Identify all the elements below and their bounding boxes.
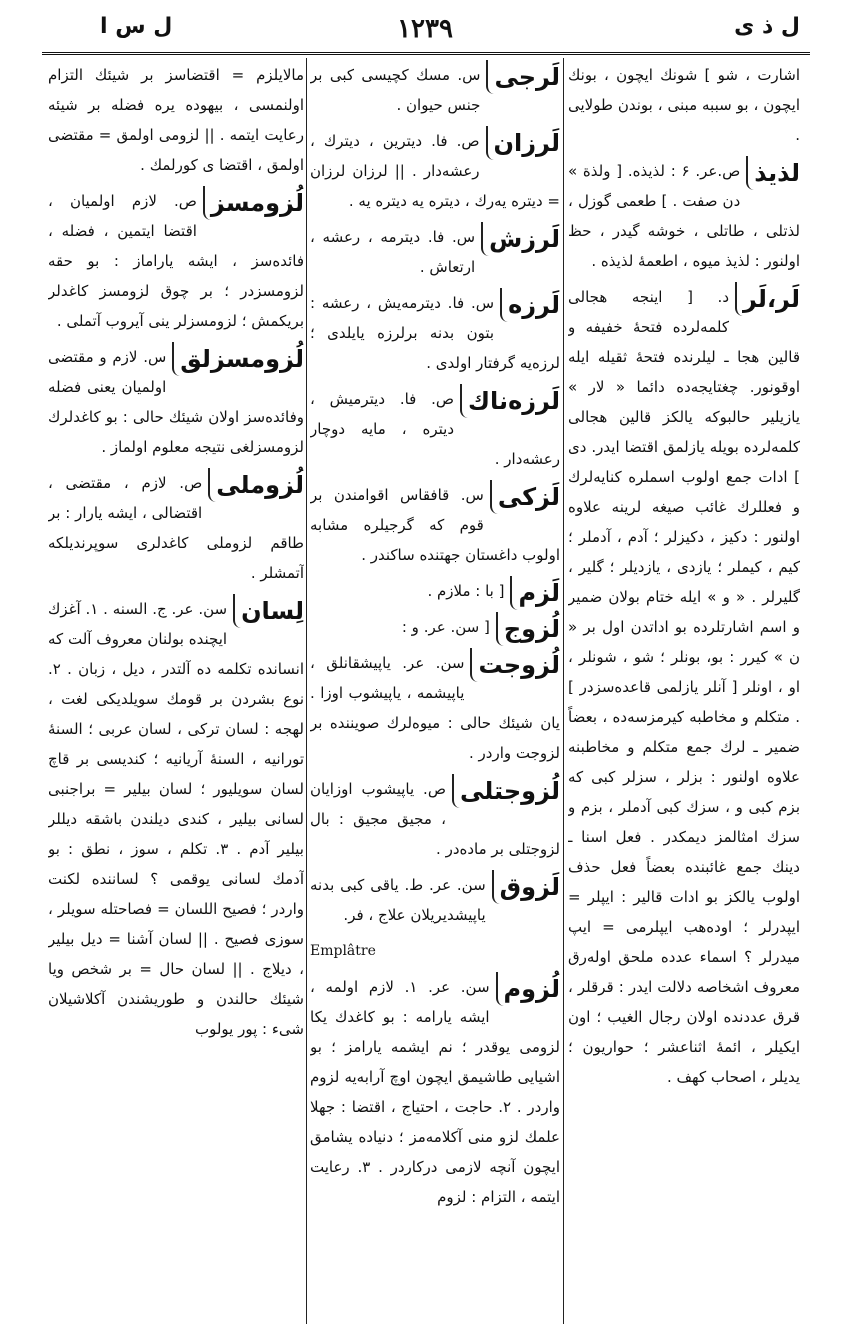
dictionary-entry [48, 186, 304, 336]
entry-headword: لُزومسزلق [172, 342, 304, 376]
entry-headword: لَر،لَر [735, 282, 800, 316]
entry-headword: لُزوجت [470, 648, 560, 682]
entry-definition: د. [ اینجه هجالی کلمه‌لرده فتحهٔ خفیفه و قالین هجا ـ لیلرنده فتحهٔ ثقیله ایله اوقونور. چغتایجه‌ده دائما « لار » یازیلیر حالبوکه یالکز قالین هجالی کلمه‌لرده بویله یازلمق اقتضا ایدر. دی ] ادات جمع اولوب اسملره کنایه‌لرك و فعللرك غائب صیغه‌ لرینه علاوه اولنور : دکیز ، دکیزلر ؛ آدم ، آدملر ؛ کیم ، کیملر ؛ یازدی ، یازدیلر ؛ گلیر ، گلیرلر . « و » ایله ختام بولان ضمیر و اسم اشارتلرده بو اداتدن اول بر « ن » کیرر : بو، بونلر ؛ شو ، شونلر ، او ، اونلر [ آنلر یازلمی قاعده‌سزدر ] . متکلم و مخاطبه کیرمزسه‌ده ، بعضاً ضمیر ـ لرك جمع متکلم و مخاطبنه علاوه اولنور : بزلر ، سزلر کبی که بزم کبی و ، سزك کبی آدملر ، بزم و سزك امثالمز دیمکدر . فعل اسنا ـ دینك جمع غائبنده بعضاً فعل حذف اولوب یالکز بو ادات قالیر : ایپلر = ایپدرلر ؛ اوده‌هب ایپلرمی = ایپ میدرلر ؟ اسماء عدده ملحق اوله‌رق معروف اشخاصه دلالت ایدر : قرقلر ، قرق عددنده اولان رجال الغیب ؛ اون ایکیلر ، ائمهٔ اثناعشر ؛ حواریون ؛ یدیلر ، اصحاب کهف . [568, 288, 800, 1086]
dictionary-entry [568, 60, 800, 150]
entry-headword: لَرزان [486, 126, 560, 160]
entry-definition: [ با : ملازم . [427, 582, 505, 600]
entry-definition: ص. لازم ، مقتضی ، اقتضالی ، ایشه‌ یارار : بر طاقم لزوملی کاغدلری سوپرندیلکه آتمشلر . [48, 474, 304, 582]
entry-headword: لُزوج [496, 612, 560, 646]
dictionary-entry [310, 288, 560, 378]
entry-headword: لَرزه [500, 288, 560, 322]
column-divider [306, 58, 307, 1324]
dictionary-entry [310, 972, 560, 1212]
entry-definition: ص. فا. دیترین ، دیترك ، رعشه‌دار . || لرزان لرزان = دیتره یه‌رك ، دیتره یه دیتره یه . [310, 132, 560, 210]
entry-headword: لَزكی [490, 480, 560, 514]
dictionary-entry [310, 936, 560, 966]
dictionary-entry [310, 612, 560, 642]
entry-headword: لَزم [510, 576, 560, 610]
entry-definition: س. لازم و مقتضی اولمیان یعنی فضله وفائده‌سز اولان شیئك حالی : بو کاغدلرك لزومسزلغی نتیجه معلوم اولماز . [48, 348, 304, 456]
entry-headword: لَرزش [481, 222, 560, 256]
dictionary-entry [310, 648, 560, 768]
entry-definition: ص.عر. ۶ : لذيذه. [ ولذة » دن صفت . ] طعمی گوزل ، لذتلی ، طاتلی ، خوشه گیدر ، حظ اولنور : لذيذ ميوه ، اطعمهٔ لذيذه . [568, 162, 800, 270]
entry-definition: س. فا. دیترمه ، رعشه ، ارتعاش . [310, 228, 476, 276]
entry-headword: لذيذ [746, 156, 800, 190]
entry-definition: ص. لازم اولمیان ، اقتضا ایتمین ، فضله ، فائده‌سز ، ایشه یاراماز : بو حقه لزومسزدر ؛ بر چوق لزومسز کاغدلر بریکمش ؛ لزومسزلر ینی آیروب آتملی . [48, 192, 304, 330]
entry-definition: س. فا. دیترمه‌یش ، رعشه : بتون بدنه برلرزه یایلدی ؛ لرزه‌یه گرفتار اولدی . [310, 294, 560, 372]
dictionary-entry [310, 480, 560, 570]
column-right [568, 60, 800, 1322]
dictionary-entry [48, 342, 304, 462]
entry-headword: لِسان [233, 594, 304, 628]
entry-definition: س. قافقاس اقوامندن بر قوم که گرجیلره مشابه اولوب داغستان جهتنده ساکندر . [310, 486, 560, 564]
header-letters-left: ل س ا [100, 14, 173, 39]
dictionary-entry [310, 222, 560, 282]
dictionary-entry [310, 576, 560, 606]
dictionary-entry [568, 282, 800, 1092]
header-rule [42, 52, 810, 55]
entry-headword: لُزوجتلی [452, 774, 560, 808]
entry-definition: مالایلزم = اقتضاسز بر شیئك التزام اولنمسی ، بیهوده یره فضله بر شیئه رعایت ایتمه . || لزومی اولمق = مقتضی اولمق ، اقتضا ی کورلمك . [48, 66, 304, 174]
entry-definition: سن. عر. ط. یاقی کبی بدنه یاپیشدیریلان علاج ، فر. [310, 876, 486, 924]
entry-definition: [ سن. عر. و : [401, 618, 490, 636]
page-header [40, 14, 810, 48]
entry-headword: لَرجی [486, 60, 560, 94]
dictionary-entry [568, 156, 800, 276]
dictionary-entry [310, 126, 560, 216]
dictionary-entry [48, 60, 304, 180]
dictionary-entry [310, 774, 560, 864]
dictionary-entry [310, 384, 560, 474]
dictionary-entry [310, 870, 560, 930]
column-divider [563, 58, 564, 1324]
entry-definition: ص. یاپیشوب اوزایان ، مجیق مجیق : بال لزوجتلی بر ماده‌در . [310, 780, 560, 858]
entry-definition: سن. عر. یاپیشقانلق ، یاپیشمه ، یاپیشوب اوزا . یان شیئك حالی : میوه‌لرك صویننده بر لزوجت واردر . [310, 654, 560, 762]
entry-headword: لُزوملی [208, 468, 304, 502]
entry-headword: لُزوم [496, 972, 560, 1006]
column-middle [310, 60, 560, 1322]
entry-definition: ص. فا. دیترمیش ، دیتره ، مایه دوچار رعشه‌دار . [310, 390, 560, 468]
entry-headword: لَزوق [492, 870, 560, 904]
entry-definition: س. مسك کچیسی کبی بر جنس حیوان . [310, 66, 481, 114]
entry-headword: لَرزه‌ناك [460, 384, 560, 418]
header-letters-right: ل ذ ی [734, 14, 800, 39]
entry-definition: سن. عر. ۱. لازم اولمه ، ایشه یارامه : بو کاغدك یکا لزومی یوقدر ؛ نم ایشمه یارامز ؛ بو اشیایی طاشیمق ایچون اوچ آرابه‌یه لزوم واردر . ۲. حاجت ، احتیاج ، اقتضا : جهلا علمك لزو منی آکلامه‌مز ؛ دنیاده یشامق ایچون آنچه‌ لازمی درکاردر . ۳. رعایت ایتمه ، التزام : لزوم [310, 978, 560, 1206]
column-left [48, 60, 304, 1322]
page-number: ۱۲۳۹ [397, 14, 453, 44]
dictionary-entry [48, 468, 304, 588]
dictionary-entry [48, 594, 304, 1044]
entry-headword: لُزومسز [203, 186, 304, 220]
dictionary-entry [310, 60, 560, 120]
entry-definition: Emplâtre [310, 943, 376, 959]
entry-definition: سن. عر. ج. السنه . ۱. آغزك ایچنده بولنان معروف آلت که انسانده تکلمه ده آلتدر ، دیل ، زبان . ۲. نوع بشردن بر قومك سویلدیکی لغت ، لهجه : لسان ترکی ، لسان عربی ؛ السنهٔ تورانیه ، السنهٔ آریانیه ؛ کندیسی بر قاچ لسان سویلیور ؛ لسان بیلیر = براجنبی لسانی بیلیر ، کندی دیلندن باشقه دیللر بیلیر آدم . ۳. تکلم ، سوز ، نطق : بو آدمك لسانی یوقمی ؟ لساننده لکنت واردر ؛ فصیح اللسان = فصاحتله سویلر ، سوزی فصیح . || لسان آشنا = دیل بیلیر ، دیلاج . || لسان حال = بر شخص ویا شیئك حالندن و طوریشندن آکلاشیلان شیء : پور یولوب [48, 600, 304, 1038]
entry-definition: اشارت ، شو ] شونك ايچون ، بونك ايچون ، بو سببه مبنی ، بوندن طولایی . [568, 66, 800, 144]
